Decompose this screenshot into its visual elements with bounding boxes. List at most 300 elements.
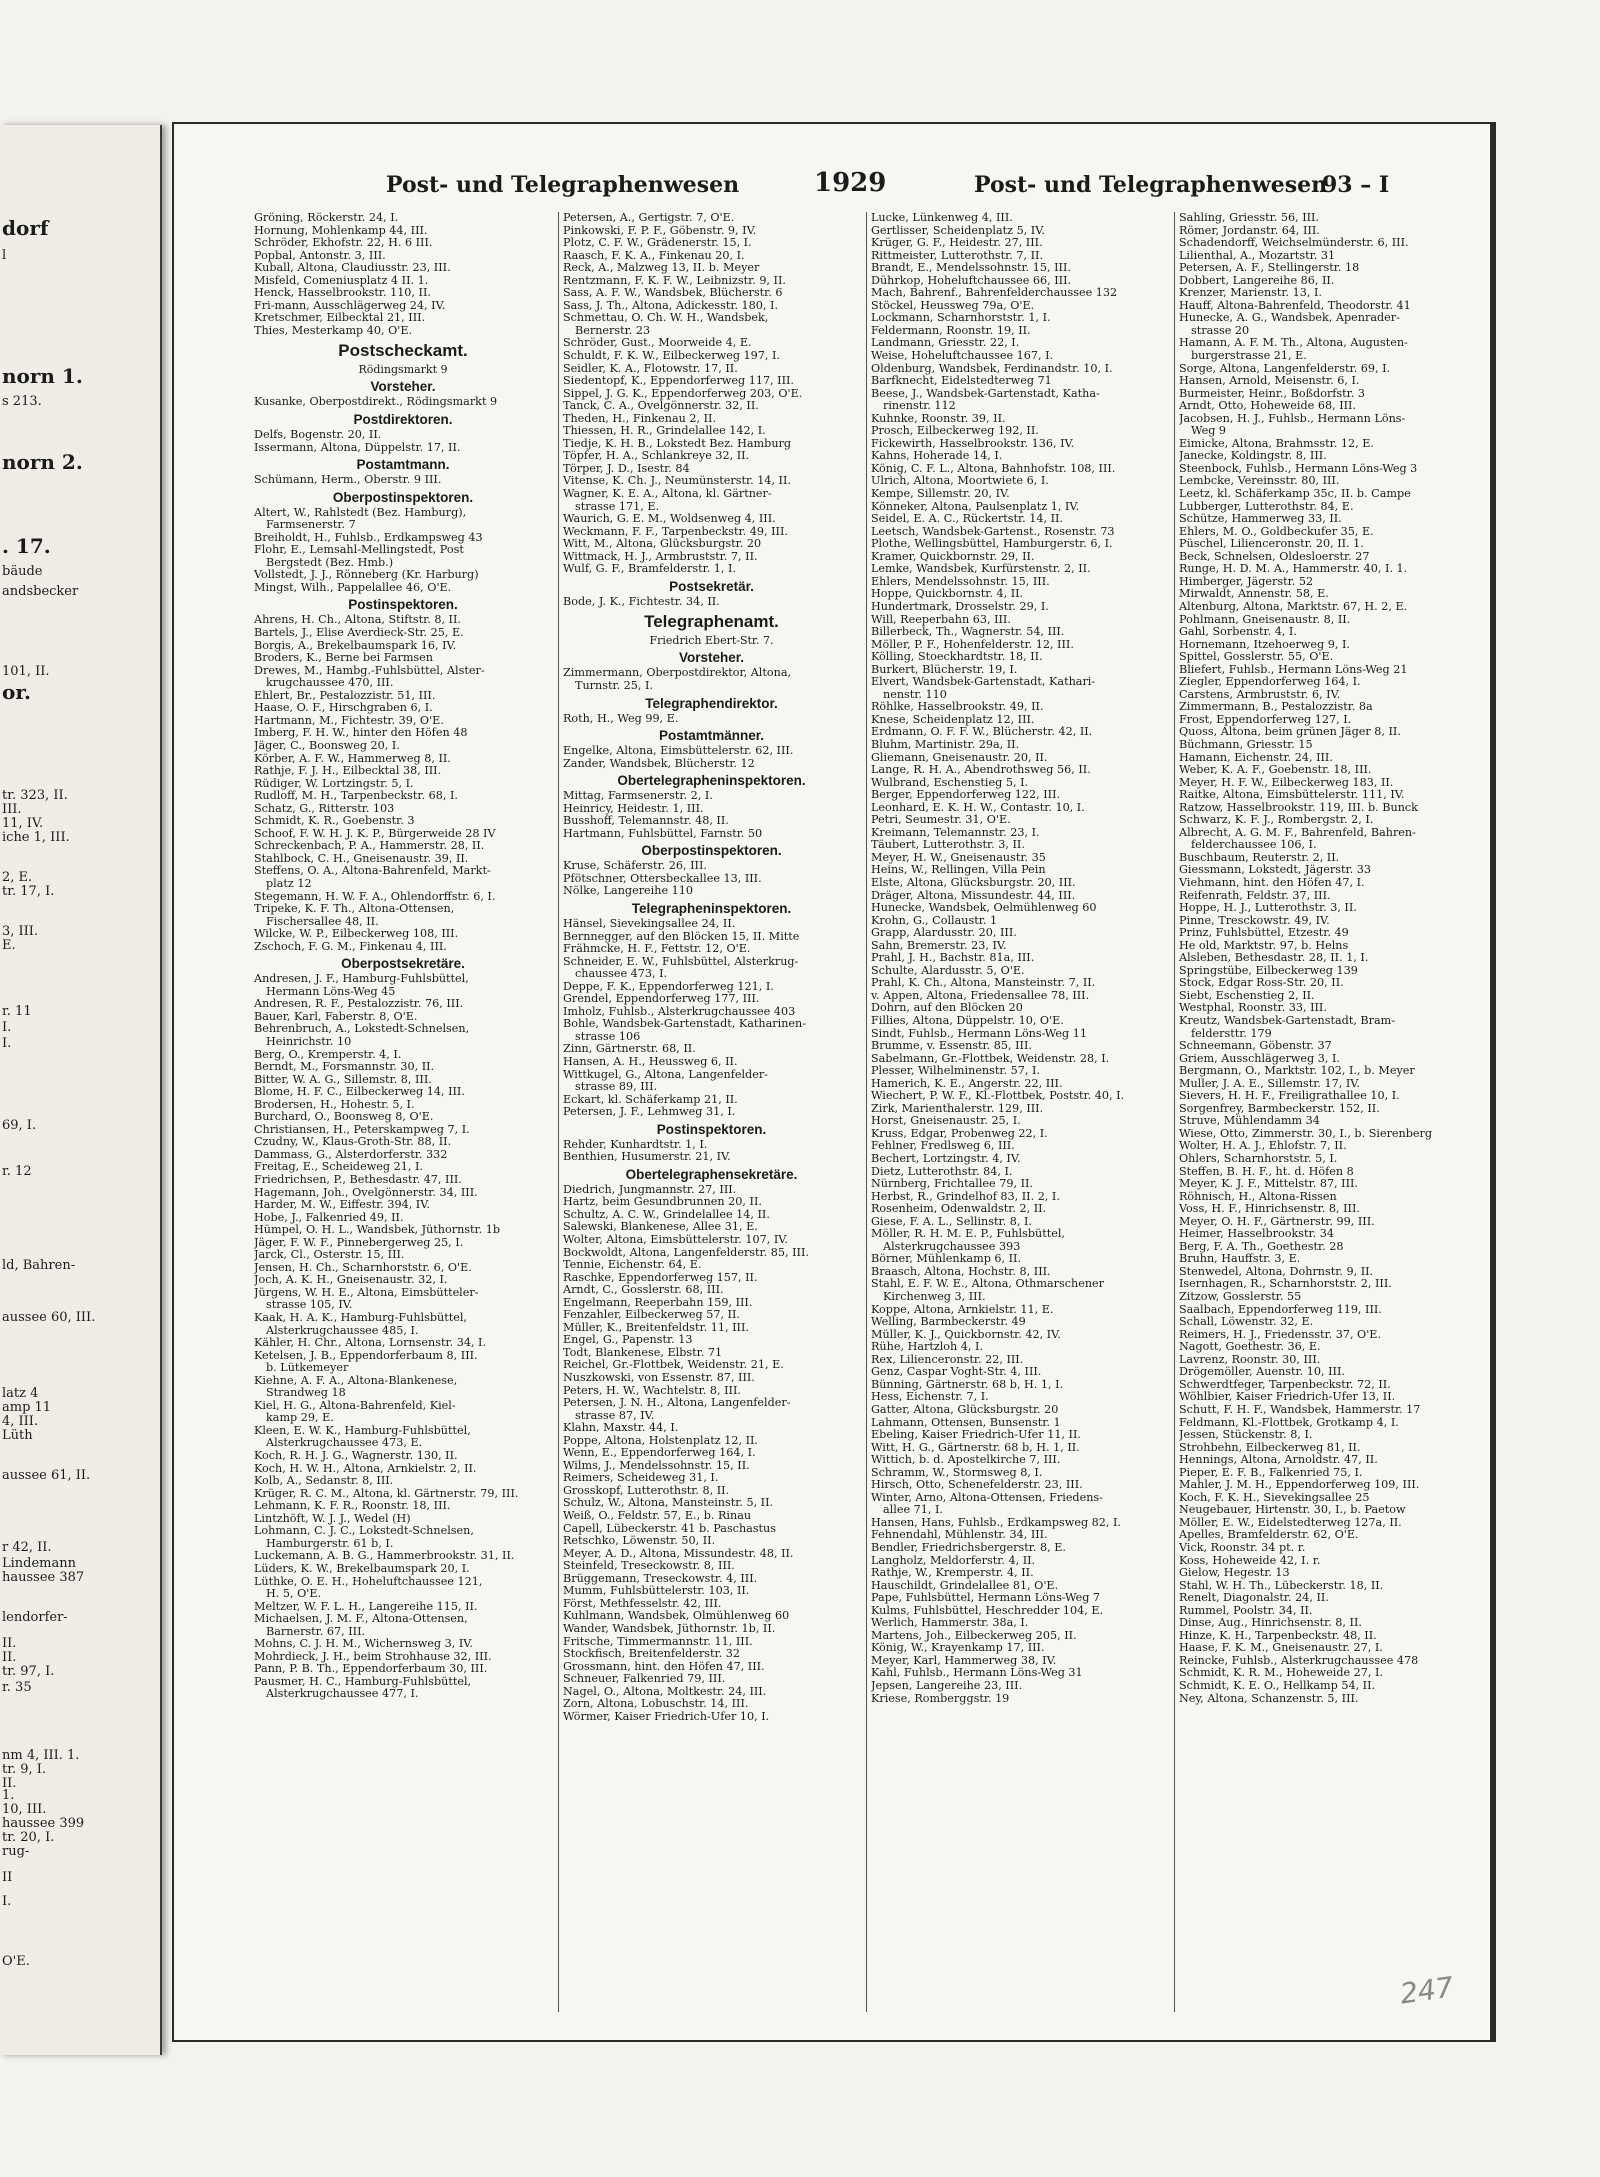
directory-entry: Hauschildt, Grindelallee 81, O'E. <box>871 1579 1059 1592</box>
directory-entry: Petri, Seumestr. 31, O'E. <box>871 814 1011 827</box>
directory-entry: Tanck, C. A., Övelgönnerstr. 32, II. <box>563 400 759 413</box>
directory-entry: Mingst, Wilh., Pappelallee 46, O'E. <box>254 581 452 594</box>
directory-entry: Dinse, Aug., Hinrichsenstr. 8, II. <box>1179 1617 1362 1630</box>
directory-entry: strasse 87, IV. <box>575 1409 655 1422</box>
left-fragment-text: II. <box>2 1776 17 1791</box>
directory-entry: Hauff, Altona-Bahrenfeld, Theodorstr. 41 <box>1179 299 1411 312</box>
directory-entry: Gahl, Sorbenstr. 4, I. <box>1179 626 1297 639</box>
directory-entry: Meyer, O. H. F., Gärtnerstr. 99, III. <box>1179 1215 1375 1228</box>
directory-entry: Mahler, J. M. H., Eppendorferweg 109, III. <box>1179 1479 1420 1492</box>
header-title-right: Post- und Telegraphenwesen <box>974 172 1328 198</box>
directory-entry: Wolter, H. A. J., Ehlofstr. 7, II. <box>1179 1140 1347 1153</box>
directory-entry: Kiel, H. G., Altona-Bahrenfeld, Kiel- <box>254 1399 456 1412</box>
directory-entry: Nölke, Langereihe 110 <box>563 885 693 898</box>
directory-entry: Schmidt, K. E. O., Hellkamp 54, II. <box>1179 1679 1376 1692</box>
directory-entry: Zorn, Altona, Lobuschstr. 14, III. <box>563 1698 749 1711</box>
directory-entry: Sahn, Bremerstr. 23, IV. <box>871 939 1007 952</box>
directory-entry: Barnerstr. 67, III. <box>266 1625 366 1638</box>
directory-entry: Voss, H. F., Hinrichsenstr. 8, III. <box>1179 1203 1360 1216</box>
directory-entry: Stockfisch, Breitenfelderstr. 32 <box>563 1648 740 1661</box>
directory-entry: Alsterkrugchaussee 393 <box>883 1240 1021 1253</box>
directory-entry: Elste, Altona, Glücksburgstr. 20, III. <box>871 876 1076 889</box>
section-heading: Oberpostinspektoren. <box>641 843 782 859</box>
directory-entry: Mohrdieck, J. H., beim Strohhause 32, III. <box>254 1650 492 1663</box>
directory-entry: Todt, Blankenese, Elbstr. 71 <box>563 1346 723 1359</box>
directory-entry: Renelt, Diagonalstr. 24, II. <box>1179 1592 1329 1605</box>
directory-entry: Lahmann, Ottensen, Bunsenstr. 1 <box>871 1416 1061 1429</box>
directory-entry: Bernnegger, auf den Blöcken 15, II. Mitte <box>563 930 800 943</box>
directory-entry: platz 12 <box>266 877 312 890</box>
directory-entry: Andresen, J. F., Hamburg-Fuhlsbüttel, <box>254 973 469 986</box>
directory-entry: Delfs, Bogenstr. 20, II. <box>254 429 382 442</box>
directory-entry: Vollstedt, J. J., Rönneberg (Kr. Harburg) <box>254 569 479 582</box>
directory-entry: Stegemann, H. W. F. A., Ohlendorffstr. 6, I. <box>254 890 496 903</box>
directory-entry: Haase, O. F., Hirschgraben 6, I. <box>254 702 433 715</box>
directory-entry: Joch, A. K. H., Gneisenaustr. 32, I. <box>254 1274 448 1287</box>
directory-entry: Meyer, A. D., Altona, Missundestr. 48, II. <box>563 1547 794 1560</box>
directory-entry: Fischersallee 48, II. <box>266 915 379 928</box>
directory-entry: strasse 89, III. <box>575 1081 658 1094</box>
directory-entry: Dräger, Altona, Missundestr. 44, III. <box>871 889 1076 902</box>
directory-entry: Hinze, K. H., Tarpenbeckstr. 48, II. <box>1179 1629 1377 1642</box>
directory-entry: Rathje, F. J. H., Eilbecktal 38, III. <box>254 765 442 778</box>
directory-entry: Lockmann, Scharnhorststr. 1, I. <box>871 312 1051 325</box>
directory-entry: Theden, H., Finkenau 2, II. <box>563 412 717 425</box>
directory-entry: Thiessen, H. R., Grindelallee 142, I. <box>563 425 766 438</box>
directory-entry: kamp 29, E. <box>266 1412 334 1425</box>
directory-entry: Zirk, Marienthalerstr. 129, III. <box>871 1102 1044 1115</box>
directory-entry: Lüders, K. W., Brekelbaumspark 20, I. <box>254 1562 470 1575</box>
directory-entry: Schall, Löwenstr. 32, E. <box>1179 1316 1314 1329</box>
directory-entry: burgerstrasse 21, E. <box>1191 350 1307 363</box>
directory-entry: Witt, H. G., Gärtnerstr. 68 b, H. 1, II. <box>871 1441 1080 1454</box>
directory-entry: Öhlers, Scharnhorststr. 5, I. <box>1179 1153 1338 1166</box>
directory-entry: Alsterkrugchaussee 473, E. <box>266 1437 423 1450</box>
directory-entry: Siedentopf, K., Eppendorferweg 117, III. <box>563 375 794 388</box>
directory-entry: Fritsche, Timmermannstr. 11, III. <box>563 1635 753 1648</box>
directory-entry: Bruhn, Hauffstr. 3, E. <box>1179 1253 1301 1266</box>
directory-entry: Pinkowski, F. P. F., Göbenstr. 9, IV. <box>563 224 757 237</box>
directory-entry: Zitzow, Gosslerstr. 55 <box>1179 1291 1302 1304</box>
header-year: 1929 <box>814 168 887 198</box>
directory-entry: Waurich, G. E. M., Woldsenweg 4, III. <box>563 513 776 526</box>
directory-entry: Janecke, Koldingstr. 8, III. <box>1179 450 1327 463</box>
left-fragment-text: ld, Bahren- <box>2 1258 76 1273</box>
directory-entry: Hobe, J., Falkenried 49, II. <box>254 1211 404 1224</box>
directory-entry: Engelke, Altona, Eimsbüttelerstr. 62, III. <box>563 745 794 758</box>
directory-entry: Pausmer, H. C., Hamburg-Fuhlsbüttel, <box>254 1675 472 1688</box>
directory-entry: Weiß, O., Feldstr. 57, E., b. Rinau <box>563 1510 752 1523</box>
left-fragment-text: lendorfer- <box>2 1610 68 1625</box>
directory-entry: Carstens, Armbruststr. 6, IV. <box>1179 688 1341 701</box>
directory-entry: Bode, J. K., Fichtestr. 34, II. <box>563 595 720 608</box>
directory-entry: Sorge, Altona, Langenfelderstr. 69, I. <box>1179 362 1391 375</box>
directory-entry: Turnstr. 25, I. <box>575 679 654 692</box>
section-heading: Postamtmann. <box>356 457 450 473</box>
directory-entry: Berndt, M., Forsmannstr. 30, II. <box>254 1061 435 1074</box>
directory-entry: Muller, J. A. E., Sillemstr. 17, IV. <box>1179 1077 1360 1090</box>
directory-entry: Werlich, Hammerstr. 38a, I. <box>871 1617 1029 1630</box>
directory-entry: Fehlner, Fredlsweg 6, III. <box>871 1140 1015 1153</box>
directory-entry: Plothe, Wellingsbüttel, Hamburgerstr. 6, I. <box>871 538 1113 551</box>
directory-entry: Retschko, Löwenstr. 50, II. <box>563 1535 716 1548</box>
directory-entry: Jarck, Cl., Osterstr. 15, III. <box>254 1249 405 1262</box>
directory-entry: König, C. F. L., Altona, Bahnhofstr. 108, III. <box>871 462 1116 475</box>
directory-entry: Mittag, Farmsenerstr. 2, I. <box>563 790 713 803</box>
directory-entry: Jensen, H. Ch., Scharnhorststr. 6, O'E. <box>254 1261 472 1274</box>
directory-entry: Bendler, Friedrichsbergerstr. 8, E. <box>871 1541 1066 1554</box>
directory-entry: Zander, Wandsbek, Blücherstr. 12 <box>563 757 755 770</box>
left-fragment-text: s 213. <box>2 394 42 409</box>
directory-entry: Hansen, Hans, Fuhlsb., Erdkampsweg 82, I. <box>871 1516 1121 1529</box>
directory-entry: Schmettau, O. Ch. W. H., Wandsbek, <box>563 312 769 325</box>
directory-entry: Möller, R. H. M. E. P., Fuhlsbüttel, <box>871 1228 1065 1241</box>
directory-entry: Sabelmann, Gr.-Flottbek, Weidenstr. 28, I. <box>871 1052 1110 1065</box>
left-fragment-text: r. 11 <box>2 1004 32 1019</box>
directory-columns <box>254 212 1476 2012</box>
directory-entry: Horst, Gneisenaustr. 25, I. <box>871 1115 1021 1128</box>
directory-entry: Bauer, Karl, Faberstr. 8, O'E. <box>254 1010 418 1023</box>
directory-entry: Henck, Hasselbrookstr. 110, II. <box>254 287 431 300</box>
column-2 <box>558 212 860 2012</box>
directory-entry: Burmeister, Heinr., Boßdorfstr. 3 <box>1179 387 1366 400</box>
directory-entry: Diedrich, Jungmannstr. 27, III. <box>563 1183 737 1196</box>
directory-entry: Meltzer, W. F. L. H., Langereihe 115, II. <box>254 1600 478 1613</box>
directory-entry: Eimicke, Altona, Brahmsstr. 12, E. <box>1179 437 1374 450</box>
directory-entry: Bliefert, Fuhlsb., Hermann Löns-Weg 21 <box>1179 663 1408 676</box>
directory-entry: Grapp, Alardusstr. 20, III. <box>871 927 1017 940</box>
directory-entry: Drögemöller, Auenstr. 10, III. <box>1179 1366 1345 1379</box>
directory-entry: Weckmann, F. F., Tarpenbeckstr. 49, III. <box>563 525 788 538</box>
directory-entry: He old, Marktstr. 97, b. Helns <box>1179 939 1349 952</box>
directory-entry: strasse 105, IV. <box>266 1299 353 1312</box>
directory-entry: Schwerdtfeger, Tarpenbeckstr. 72, II. <box>1179 1378 1391 1391</box>
directory-entry: Feldmann, Kl.-Flottbek, Grotkamp 4, I. <box>1179 1416 1399 1429</box>
directory-entry: Genz, Caspar Voght-Str. 4, III. <box>871 1366 1042 1379</box>
directory-entry: Lavrenz, Roonstr. 30, III. <box>1179 1353 1321 1366</box>
directory-entry: Behrenbruch, A., Lokstedt-Schnelsen, <box>254 1023 470 1036</box>
directory-entry: Thies, Mesterkamp 40, O'E. <box>254 324 413 337</box>
directory-entry: Czudny, W., Klaus-Groth-Str. 88, II. <box>254 1136 452 1149</box>
directory-entry: Hennings, Altona, Arnoldstr. 47, II. <box>1179 1454 1378 1467</box>
directory-entry: Vick, Roonstr. 34 pt. r. <box>1179 1541 1306 1554</box>
directory-entry: Hunecke, Wandsbek, Oelmühlenweg 60 <box>871 902 1097 915</box>
directory-entry: Martens, Joh., Eilbeckerweg 205, II. <box>871 1629 1077 1642</box>
directory-entry: Stock, Edgar Ross-Str. 20, II. <box>1179 977 1344 990</box>
directory-entry: Kuball, Altona, Claudiusstr. 23, III. <box>254 262 451 275</box>
directory-entry: v. Appen, Altona, Friedensallee 78, III. <box>871 989 1090 1002</box>
left-fragment-text: Lüth <box>2 1428 33 1443</box>
directory-entry: Grossmann, hint. den Höfen 47, III. <box>563 1660 765 1673</box>
directory-entry: Fenzahler, Eilbeckerweg 57, II. <box>563 1309 740 1322</box>
directory-entry: Reincke, Fuhlsb., Alsterkrugchaussee 478 <box>1179 1654 1419 1667</box>
section-address: Friedrich Ebert-Str. 7. <box>649 634 774 648</box>
directory-entry: Mohns, C. J. H. M., Wichernsweg 3, IV. <box>254 1638 473 1651</box>
directory-entry: Runge, H. D. M. A., Hammerstr. 40, I. 1. <box>1179 563 1408 576</box>
directory-entry: Leetsch, Wandsbek-Gartenst., Rosenstr. 73 <box>871 525 1115 538</box>
directory-entry: Misfeld, Comeniusplatz 4 II. 1. <box>254 274 429 287</box>
left-fragment-text: 3, III. <box>2 924 39 939</box>
directory-entry: Jacobsen, H. J., Fuhlsb., Hermann Löns- <box>1179 412 1406 425</box>
directory-entry: Gielow, Hegestr. 13 <box>1179 1567 1290 1580</box>
directory-entry: Petersen, J. F., Lehmweg 31, I. <box>563 1106 736 1119</box>
directory-entry: Will, Reeperbahn 63, III. <box>871 613 1011 626</box>
directory-entry: Lehmann, K. F. R., Roonstr. 18, III. <box>254 1500 451 1513</box>
directory-entry: Wöhlbier, Kaiser Friedrich-Ufer 13, II. <box>1179 1391 1396 1404</box>
directory-entry: Hansen, A. H., Heussweg 6, II. <box>563 1055 738 1068</box>
left-fragment-text: II <box>2 1870 13 1885</box>
directory-entry: Ulrich, Altona, Moortwiete 6, I. <box>871 475 1049 488</box>
left-fragment-text: norn 2. <box>2 450 83 474</box>
directory-entry: Barfknecht, Eidelstedterweg 71 <box>871 375 1052 388</box>
directory-entry: Nagott, Goethestr. 36, E. <box>1179 1341 1321 1354</box>
left-fragment-text: II. <box>2 1636 17 1651</box>
directory-entry: Krüger, R. C. M., Altona, kl. Gärtnerstr. 79, III. <box>254 1487 519 1500</box>
directory-entry: Eckart, kl. Schäferkamp 21, II. <box>563 1093 738 1106</box>
directory-entry: Berg, O., Kremperstr. 4, I. <box>254 1048 402 1061</box>
directory-entry: Sass, A. F. W., Wandsbek, Blücherstr. 6 <box>563 287 783 300</box>
directory-entry: nenstr. 110 <box>883 688 947 701</box>
directory-entry: Römer, Jordanstr. 64, III. <box>1179 224 1320 237</box>
directory-entry: H. 5, O'E. <box>266 1588 322 1601</box>
left-fragment-text: II. <box>2 1650 17 1665</box>
directory-entry: Fri-mann, Ausschlägerweg 24, IV. <box>254 299 446 312</box>
left-fragment-text: 1. <box>2 1788 15 1803</box>
directory-entry: Meyer, Karl, Hammerweg 38, IV. <box>871 1654 1057 1667</box>
directory-entry: Strandweg 18 <box>266 1387 346 1400</box>
section-heading: Obertelegrapheninspektoren. <box>617 773 806 789</box>
directory-entry: Kahl, Fuhlsb., Hermann Löns-Weg 31 <box>871 1667 1083 1680</box>
directory-entry: Farmsenerstr. 7 <box>266 519 356 532</box>
directory-entry: Wiese, Otto, Zimmerstr. 30, I., b. Sierenberg <box>1179 1127 1433 1140</box>
directory-entry: felderchaussee 106, I. <box>1191 839 1317 852</box>
directory-entry: Sass, J. Th., Altona, Adickesstr. 180, I. <box>563 299 779 312</box>
directory-entry: Schadendorff, Weichselmünderstr. 6, III. <box>1179 237 1409 250</box>
left-fragment-text: tr. 323, II. <box>2 788 68 803</box>
directory-entry: Blome, H. F. C., Eilbeckerweg 14, III. <box>254 1086 465 1099</box>
directory-entry: Brandt, E., Mendelssohnstr. 15, III. <box>871 262 1071 275</box>
directory-entry: Alsleben, Bethesdastr. 28, II. 1, I. <box>1179 952 1369 965</box>
directory-entry: Bergstedt (Bez. Hmb.) <box>266 556 394 569</box>
directory-entry: Petersen, A. F., Stellingerstr. 18 <box>1179 262 1360 275</box>
directory-entry: Rosenheim, Odenwaldstr. 2, II. <box>871 1203 1047 1216</box>
section-heading: Obertelegraphensekretäre. <box>625 1166 798 1182</box>
directory-entry: Winter, Arno, Altona-Ottensen, Friedens- <box>871 1491 1103 1504</box>
directory-entry: Isernhagen, R., Scharnhorststr. 2, III. <box>1179 1278 1392 1291</box>
left-fragment-text: haussee 387 <box>2 1570 85 1585</box>
directory-entry: Deppe, F. K., Eppendorferweg 121, I. <box>563 980 774 993</box>
directory-entry: Wenn, E., Eppendorferweg 164, I. <box>563 1447 756 1460</box>
directory-entry: Petersen, A., Gertigstr. 7, O'E. <box>563 212 735 224</box>
directory-entry: Pinne, Tresckowstr. 49, IV. <box>1179 914 1330 927</box>
left-fragment-text: tr. 97, I. <box>2 1664 55 1679</box>
left-fragment-text: latz 4 <box>2 1386 39 1401</box>
section-heading: Telegrapheninspektoren. <box>631 900 792 916</box>
directory-entry: Herbst, R., Grindelhof 83, II. 2, I. <box>871 1190 1060 1203</box>
directory-entry: Krenzer, Marienstr. 13, I. <box>1179 287 1322 300</box>
left-fragment-text: r. 12 <box>2 1164 32 1179</box>
directory-entry: Poppe, Altona, Holstenplatz 12, II. <box>563 1434 758 1447</box>
directory-entry: Capell, Lübeckerstr. 41 b. Paschastus <box>563 1522 777 1535</box>
directory-entry: allee 71, I. <box>883 1504 943 1517</box>
directory-entry: Welling, Barmbeckerstr. 49 <box>871 1316 1026 1329</box>
section-heading: Postinspektoren. <box>348 597 458 613</box>
directory-entry: Ehlers, M. O., Goldbeckufer 35, E. <box>1179 525 1374 538</box>
left-fragment-text: E. <box>2 938 16 953</box>
directory-entry: Wiechert, P. W. F., Kl.-Flottbek, Poststr. 40, I. <box>871 1090 1125 1103</box>
left-fragment-text: aussee 61, II. <box>2 1468 91 1483</box>
directory-entry: Ehlert, Br., Pestalozzistr. 51, III. <box>254 689 436 702</box>
directory-entry: Pann, P. B. Th., Eppendorferbaum 30, III. <box>254 1663 488 1676</box>
directory-entry: Müller, K., Breitenfeldstr. 11, III. <box>563 1321 749 1334</box>
directory-entry: Harder, M. W., Eiffestr. 394, IV. <box>254 1199 430 1212</box>
directory-entry: Stenwedel, Altona, Dohrnstr. 9, II. <box>1179 1265 1374 1278</box>
directory-entry: Koppe, Altona, Arnkielstr. 11, E. <box>871 1303 1054 1316</box>
directory-entry: Hagemann, Joh., Övelgönnerstr. 34, III. <box>254 1186 478 1199</box>
column-3 <box>866 212 1168 2012</box>
directory-entry: Saalbach, Eppendorferweg 119, III. <box>1179 1303 1382 1316</box>
directory-entry: Hamerich, K. E., Angerstr. 22, III. <box>871 1077 1063 1090</box>
directory-entry: Seidel, E. A. C., Rückertstr. 14, II. <box>871 513 1063 526</box>
directory-entry: Bartels, J., Elise Averdieck-Str. 25, E. <box>254 627 464 640</box>
directory-entry: Weber, K. A. F., Goebenstr. 18, III. <box>1179 764 1372 777</box>
directory-entry: Freitag, E., Scheideweg 21, I. <box>254 1161 423 1174</box>
directory-entry: Quoss, Altona, beim grünen Jäger 8, II. <box>1179 726 1401 739</box>
directory-entry: Mirwaldt, Annenstr. 58, E. <box>1179 588 1329 601</box>
document-page <box>172 122 1496 2042</box>
directory-entry: Töpfer, H. A., Schlankreye 32, II. <box>563 450 750 463</box>
column-1 <box>254 212 552 2012</box>
page-number: 93 – I <box>1322 172 1390 198</box>
directory-entry: Büchmann, Griesstr. 15 <box>1179 738 1313 751</box>
directory-entry: Bünning, Gärtnerstr. 68 b, H. 1, I. <box>871 1378 1064 1391</box>
directory-entry: Raasch, F. K. A., Finkenau 20, I. <box>563 249 745 262</box>
directory-entry: Luckemann, A. B. G., Hammerbrookstr. 31, II. <box>254 1550 515 1563</box>
directory-entry: Kolb, A., Sedanstr. 8, III. <box>254 1475 394 1488</box>
directory-entry: Dührkop, Hoheluftchaussee 66, III. <box>871 274 1072 287</box>
directory-entry: Popbal, Antonstr. 3, III. <box>254 249 386 262</box>
directory-entry: Pape, Fuhlsbüttel, Hermann Löns-Weg 7 <box>871 1592 1101 1605</box>
section-heading: Vorsteher. <box>678 650 745 666</box>
directory-entry: Sippel, J. G. K., Eppendorferweg 203, O'E. <box>563 387 803 400</box>
directory-entry: Rittmeister, Lutterothstr. 7, II. <box>871 249 1044 262</box>
directory-entry: Schatz, G., Ritterstr. 103 <box>254 802 395 815</box>
directory-entry: Steinfeld, Treseckowstr. 8, III. <box>563 1560 735 1573</box>
directory-entry: Lange, R. H. A., Abendrothsweg 56, II. <box>871 764 1091 777</box>
directory-entry: Koch, R. H. J. G., Wagnerstr. 130, II. <box>254 1450 458 1463</box>
left-fragment-text: O'E. <box>2 1954 30 1969</box>
directory-entry: Drewes, M., Hambg.-Fuhlsbüttel, Alster- <box>254 664 485 677</box>
directory-entry: Reifenrath, Feldstr. 37, III. <box>1179 889 1331 902</box>
column-4 <box>1174 212 1476 2012</box>
directory-entry: Heimer, Hasselbrookstr. 34 <box>1179 1228 1334 1241</box>
directory-entry: Wittkugel, G., Altona, Langenfelder- <box>563 1068 768 1081</box>
directory-entry: Sorgenfrey, Barmbeckerstr. 152, II. <box>1179 1102 1380 1115</box>
directory-entry: Hartmann, M., Fichtestr. 39, O'E. <box>254 714 444 727</box>
directory-entry: Plotz, C. F. W., Grädenerstr. 15, I. <box>563 237 752 250</box>
left-fragment-text: I. <box>2 1036 12 1051</box>
directory-entry: Kirchenweg 3, III. <box>883 1291 986 1304</box>
directory-entry: Hermann Löns-Weg 45 <box>266 985 396 998</box>
directory-entry: Kahns, Hoherade 14, I. <box>871 450 1003 463</box>
section-heading: Postamtmänner. <box>658 728 765 744</box>
directory-entry: Beck, Schnelsen, Oldesloerstr. 27 <box>1179 550 1370 563</box>
directory-entry: Flohr, E., Lemsahl-Mellingstedt, Post <box>254 544 464 557</box>
directory-entry: Steenbock, Fuhlsb., Hermann Löns-Weg 3 <box>1179 462 1418 475</box>
directory-entry: Leetz, kl. Schäferkamp 35c, II. b. Campe <box>1179 488 1411 501</box>
directory-entry: Bitter, W. A. G., Sillemstr. 8, III. <box>254 1073 432 1086</box>
directory-entry: Reck, A., Malzweg 13, II. b. Meyer <box>563 262 760 275</box>
directory-entry: Westphal, Roonstr. 33, III. <box>1179 1002 1327 1015</box>
directory-entry: Albrecht, A. G. M. F., Bahrenfeld, Bahren- <box>1179 826 1416 839</box>
directory-entry: Gliemann, Gneisenaustr. 20, II. <box>871 751 1048 764</box>
directory-entry: Roth, H., Weg 99, E. <box>563 712 679 725</box>
directory-entry: Hansen, Arnold, Meisenstr. 6, I. <box>1179 375 1360 388</box>
directory-entry: Lembcke, Vereinsstr. 80, III. <box>1179 475 1340 488</box>
directory-entry: strasse 106 <box>575 1030 641 1043</box>
directory-entry: Braasch, Altona, Hochstr. 8, III. <box>871 1265 1051 1278</box>
directory-entry: Strohbehn, Eilbeckerweg 81, II. <box>1179 1441 1361 1454</box>
directory-entry: Prahl, K. Ch., Altona, Mansteinstr. 7, II. <box>871 977 1096 990</box>
directory-entry: Hess, Eichenstr. 7, I. <box>871 1391 989 1404</box>
left-fragment-text: andsbecker <box>2 584 79 599</box>
left-fragment-text: amp 11 <box>2 1400 52 1415</box>
directory-entry: Fehnendahl, Mühlenstr. 34, III. <box>871 1529 1048 1542</box>
left-fragment-text: 69, I. <box>2 1118 37 1133</box>
directory-entry: Koss, Hoheweide 42, I. r. <box>1179 1554 1321 1567</box>
directory-entry: Zimmermann, Oberpostdirektor, Altona, <box>563 667 792 680</box>
directory-entry: Wolter, Altona, Eimsbüttelerstr. 107, IV. <box>563 1234 788 1246</box>
directory-entry: Reimers, H. J., Friedensstr. 37, O'E. <box>1179 1328 1382 1341</box>
left-fragment-text: 101, II. <box>2 664 50 679</box>
directory-entry: Brüggemann, Treseckowstr. 4, III. <box>563 1572 758 1585</box>
directory-entry: Langholz, Meldorferstr. 4, II. <box>871 1554 1036 1567</box>
directory-entry: Meyer, H. F. W., Eilbeckerweg 183, II. <box>1179 776 1394 789</box>
directory-entry: Hamburgerstr. 61 b, I. <box>266 1537 394 1550</box>
directory-entry: Ebeling, Kaiser Friedrich-Ufer 11, II. <box>871 1429 1081 1442</box>
directory-entry: Elvert, Wandsbek-Gartenstadt, Kathari- <box>871 676 1096 689</box>
directory-entry: Bluhm, Martinistr. 29a, II. <box>871 738 1020 751</box>
directory-entry: Wilcke, W. P., Eilbeckerweg 108, III. <box>254 928 459 941</box>
directory-entry: Meyer, H. W., Gneisenaustr. 35 <box>871 851 1046 864</box>
directory-entry: Stöckel, Heussweg 79a, O'E. <box>871 299 1035 312</box>
directory-entry: Schwarz, K. F. J., Rombergstr. 2, I. <box>1179 814 1374 827</box>
directory-entry: Kuhlmann, Wandsbek, Olmühlenweg 60 <box>563 1610 790 1623</box>
directory-entry: Först, Methfesselstr. 42, III. <box>563 1597 722 1610</box>
directory-entry: Jepsen, Langereihe 23, III. <box>871 1679 1023 1692</box>
directory-entry: Schmidt, K. R., Goebenstr. 3 <box>254 815 415 828</box>
directory-entry: Griem, Ausschlägerweg 3, I. <box>1179 1052 1340 1065</box>
directory-entry: Burchard, O., Boonsweg 8, O'E. <box>254 1111 434 1124</box>
left-fragment-text: 11, IV. <box>2 816 44 831</box>
directory-entry: Jäger, F. W. F., Pinnebergerweg 25, I. <box>254 1236 464 1249</box>
directory-entry: Kreimann, Telemannstr. 23, I. <box>871 826 1040 839</box>
directory-entry: Rentzmann, F. K. F. W., Leibnizstr. 9, II. <box>563 274 786 287</box>
directory-entry: Kusanke, Oberpostdirekt., Rödingsmarkt 9 <box>254 396 498 409</box>
directory-entry: Schneuer, Falkenried 79, III. <box>563 1673 726 1686</box>
directory-entry: Pfötschner, Ottersbeckallee 13, III. <box>563 872 762 885</box>
directory-entry: Tripeke, K. F. Th., Altona-Ottensen, <box>254 903 455 916</box>
directory-entry: Dohrn, auf den Blöcken 20 <box>871 1002 1023 1015</box>
directory-entry: Schröder, Gust., Moorweide 4, E. <box>563 337 752 350</box>
directory-entry: Stahl, E. F. W. E., Altona, Othmarschener <box>871 1278 1105 1291</box>
directory-entry: Kölling, Stoeckhardtstr. 18, II. <box>871 651 1043 664</box>
directory-entry: Salewski, Blankenese, Allee 31, E. <box>563 1221 758 1234</box>
directory-entry: Altenburg, Altona, Marktstr. 67, H. 2, E. <box>1179 600 1408 613</box>
directory-entry: Kruse, Schäferstr. 26, III. <box>563 860 707 873</box>
directory-entry: Brodersen, H., Hohestr. 5, I. <box>254 1098 415 1111</box>
directory-entry: Nagel, O., Altona, Moltkestr. 24, III. <box>563 1685 767 1698</box>
